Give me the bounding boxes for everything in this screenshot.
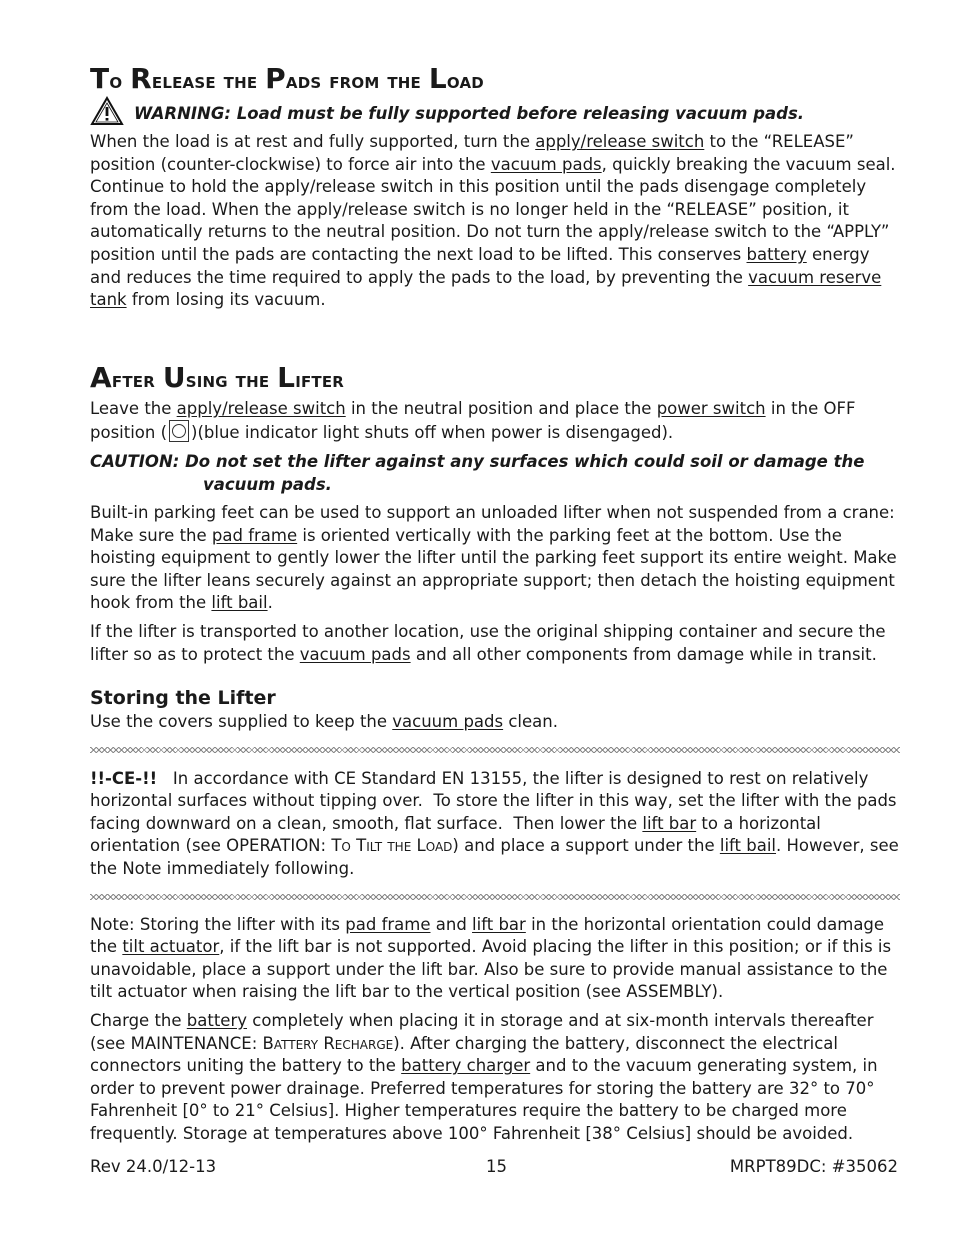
charge-battery-paragraph: Charge the battery completely when placing it in storage and at six-month intervals thereafter (see MAINTENANCE: Battery Recharge). After charging the battery, disconnect the electrical connectors uniting the battery to the battery charger and to the vacuum generating system, in order to prevent power drainage. Preferred temperatures for storing the battery are 32° to 70° Fahrenheit [0° to 21° Celsius]. Higher temperatures require the battery to be charged more frequently. Storage at temperatures above 100° Fahrenheit [38° Celsius] should be avoided. — [90, 1011, 878, 1143]
note-paragraph: Note: Storing the lifter with its pad frame and lift bar in the horizontal orientation could damage the tilt actuator, if the lift bar is not supported. Avoid placing the lifter in this position; or if this is unavoidable, place a support under the lift bar. Also be sure to provide manual assistance to the tilt actuator when raising the lift bar to the vertical position (see ASSEMBLY). — [90, 914, 892, 1002]
link-tilt-actuator[interactable]: tilt actuator — [122, 937, 220, 957]
link-battery-charger[interactable]: battery charger — [401, 1056, 531, 1076]
covers-paragraph: Use the covers supplied to keep the vacuum pads clean. — [90, 712, 558, 732]
link-battery[interactable]: battery — [186, 1011, 248, 1031]
page-footer — [90, 1157, 898, 1176]
link-lift-bar[interactable]: lift bar — [642, 813, 697, 833]
zigzag-divider — [90, 894, 900, 900]
ce-paragraph: !!-CE-!! In accordance with CE Standard EN 13155, the lifter is designed to rest on relatively horizontal surfaces without tipping over. To store the lifter in this way, set the lifter with the pads facing downward on a clean, smooth, flat surface. Then lower the lift bar to a horizontal orientation (see OPERATION: To Tilt the Load) and place a support under the lift bail. However, see the Note immediately following. — [90, 768, 902, 879]
after-using-paragraph: Leave the apply/release switch in the neutral position and place the power switch in the OFF position ( )(blue indicator light shuts off when power is disengaged). — [90, 398, 856, 443]
link-vacuum-pads[interactable]: vacuum pads — [490, 154, 602, 174]
parking-feet-paragraph: Built-in parking feet can be used to support an unloaded lifter when not suspended from a crane: Make sure the pad frame is oriented vertically with the parking feet at the bottom. Use the hoisting equipment to gently lower the lifter until the parking feet support its entire weight. Make sure the lifter leans securely against an appropriate support; then detach the hoisting equipment hook from the lift bail. — [90, 502, 897, 613]
link-pad-frame[interactable]: pad frame — [211, 525, 298, 545]
release-paragraph: When the load is at rest and fully supported, turn the apply/release switch to the “RELEASE” position (counter-clockwise) to force air into the vacuum pads, quickly breaking the vacuum seal. Continue to hold the apply/release switch in this position until the pads disengage completely from the load. When the apply/release switch is no longer held in the “RELEASE” position, it automatically returns to the neutral position. Do not turn the apply/release switch to the “APPLY” position until the pads are contacting the next load to be lifted. This conserves battery energy and reduces the time required to apply the pads to the load, by preventing the vacuum reserve tank from losing its vacuum. — [90, 132, 896, 310]
section-heading-after-using: After Using the Lifter — [90, 360, 345, 394]
link-vacuum-pads[interactable]: vacuum pads — [392, 712, 504, 732]
zigzag-divider — [90, 747, 900, 753]
warning-triangle-icon — [90, 96, 124, 133]
link-power-switch[interactable]: power switch — [656, 398, 766, 418]
footer-revision: Rev 24.0/12-13 — [90, 1157, 217, 1176]
link-lift-bail[interactable]: lift bail — [719, 836, 777, 856]
footer-document-id: MRPT89DC: #35062 — [729, 1157, 898, 1176]
link-apply-release-switch[interactable]: apply/release switch — [535, 132, 705, 151]
power-off-symbol-icon — [169, 420, 189, 442]
ce-tag: !!-CE-!! — [90, 768, 158, 788]
caution-notice: CAUTION: Do not set the lifter against any surfaces which could soil or damage the vacuum pads. — [90, 451, 865, 494]
link-pad-frame[interactable]: pad frame — [345, 914, 431, 934]
link-apply-release-switch[interactable]: apply/release switch — [176, 398, 346, 418]
warning-notice — [134, 102, 900, 126]
transport-paragraph: If the lifter is transported to another location, use the original shipping container and secure the lifter so as to protect the vacuum pads and all other components from damage while in transit. — [90, 621, 886, 664]
link-lift-bar[interactable]: lift bar — [472, 914, 526, 934]
document-page — [90, 56, 900, 1146]
link-vacuum-reserve-tank[interactable]: vacuum reserve tank — [90, 267, 882, 310]
footer-page-number: 15 — [486, 1157, 507, 1176]
warning-text: WARNING: Load must be fully supported before releasing vacuum pads. — [134, 104, 805, 123]
section-heading-release-pads: To Release the Pads from the Load — [90, 62, 484, 95]
subheading-storing-lifter: Storing the Lifter — [90, 687, 276, 710]
link-battery[interactable]: battery — [746, 244, 807, 264]
link-lift-bail[interactable]: lift bail — [211, 593, 268, 613]
link-vacuum-pads[interactable]: vacuum pads — [299, 644, 411, 664]
